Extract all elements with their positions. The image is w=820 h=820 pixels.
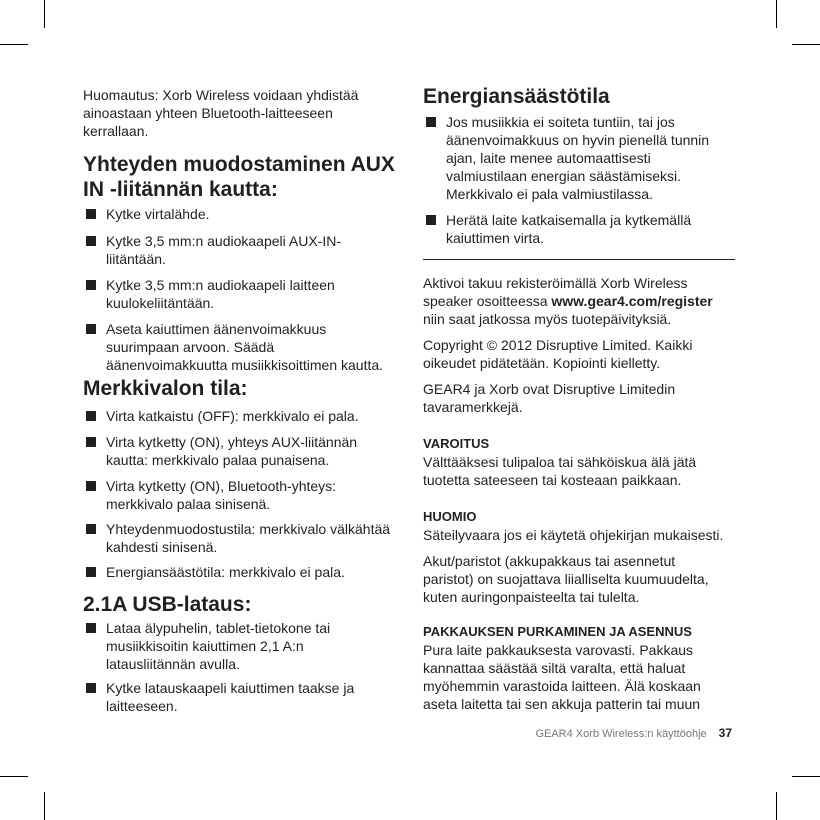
text-line xyxy=(423,292,743,310)
aux-heading xyxy=(83,152,395,202)
footer-title: GEAR4 Xorb Wireless:n käyttöohje xyxy=(535,728,707,740)
crop-mark xyxy=(44,792,45,820)
crop-mark xyxy=(0,44,28,45)
page-footer xyxy=(535,726,732,740)
text-line: Huomautus: Xorb Wireless voidaan yhdistää xyxy=(83,87,359,103)
text-line: GEAR4 ja Xorb ovat Disruptive Limitedin xyxy=(423,381,676,397)
text-line: ainoastaan yhteen Bluetooth-laitteeseen xyxy=(83,105,333,121)
text-line: valmiustilaan energian säästämiseksi. xyxy=(446,168,681,184)
text-line: myöhemmin varastoida laitteen. Älä koskaan xyxy=(423,678,701,694)
copyright-paragraph xyxy=(423,336,743,372)
text-line: Akut/paristot (akkupakkaus tai asennetut xyxy=(423,553,676,569)
bullet-icon xyxy=(86,280,96,290)
text-line: kerrallaan. xyxy=(83,123,149,139)
text-line: Aseta kaiuttimen äänenvoimakkuus xyxy=(106,321,327,337)
text-line: tavaramerkkejä. xyxy=(423,399,523,415)
text-line: oikeudet pidätetään. Kopiointi kielletty. xyxy=(423,355,661,371)
text-line: kautta: merkkivalo palaa punaisena. xyxy=(106,452,330,468)
text-line: musiikkisoitin kaiuttimen 2,1 A:n xyxy=(106,638,304,654)
text-line: laitteeseen. xyxy=(106,698,178,714)
energy-heading: Energiansäästötila xyxy=(423,85,610,108)
text-line: liitäntään. xyxy=(106,251,166,267)
text-line: äänenvoimakkuus on hyvin pienellä tunnin xyxy=(446,132,710,148)
text-line: niin saat jatkossa myös tuotepäivityksiä. xyxy=(423,311,672,327)
bullet-icon xyxy=(86,567,96,577)
text-line: Herätä laite katkaisemalla ja kytkemällä xyxy=(446,212,692,228)
bullet-icon xyxy=(86,209,96,219)
text-line: Kytke virtalähde. xyxy=(106,206,210,222)
text-line: Yhteydenmuodostustila: merkkivalo välkähtää xyxy=(106,521,391,537)
text-line: aseta laitetta tai sen akkuja patterin tai muun xyxy=(423,696,701,712)
text-line: kahdesti sinisenä. xyxy=(106,539,218,555)
text-line: tuotetta sateeseen tai kosteaan paikkaan. xyxy=(423,472,682,488)
battery-paragraph xyxy=(423,552,743,606)
warning-title: VAROITUS xyxy=(423,436,490,451)
text-line: Merkkivalo ei pala valmiustilassa. xyxy=(446,186,653,202)
crop-mark xyxy=(776,0,777,28)
text-line: kaiuttimen virta. xyxy=(446,230,545,246)
bullet-icon xyxy=(86,324,96,334)
text-line: suurimpaan arvoon. Säädä xyxy=(106,339,275,355)
usb-heading: 2.1A USB-lataus: xyxy=(83,593,252,616)
text-line: Kytke latauskaapeli kaiuttimen taakse ja xyxy=(106,680,355,696)
text-line: Pura laite pakkauksesta varovasti. Pakkaus xyxy=(423,642,694,658)
text-fragment: speaker osoitteessa xyxy=(423,293,552,309)
text-line: Säteilyvaara jos ei käytetä ohjekirjan mukaisesti. xyxy=(423,527,724,543)
text-line: Virta kytketty (ON), Bluetooth-yhteys: xyxy=(106,478,337,494)
text-line: äänenvoimakkuutta musiikkisoittimen kautta. xyxy=(106,357,384,373)
text-line: Energiansäästötila: merkkivalo ei pala. xyxy=(106,564,345,580)
bluetooth-note xyxy=(83,86,413,140)
text-line: Lataa älypuhelin, tablet-tietokone tai xyxy=(106,620,331,636)
bullet-icon xyxy=(86,437,96,447)
warning-section xyxy=(423,435,743,489)
text-line: ajan, laite menee automaattisesti xyxy=(446,150,651,166)
trademark-paragraph xyxy=(423,380,743,416)
text-line: Copyright © 2012 Disruptive Limited. Kaikki xyxy=(423,337,693,353)
crop-mark xyxy=(776,792,777,820)
crop-mark xyxy=(792,44,820,45)
crop-mark xyxy=(792,776,820,777)
text-line: Jos musiikkia ei soiteta tuntiin, tai jos xyxy=(446,114,675,130)
caution-section xyxy=(423,508,743,544)
text-line: Välttääksesi tulipaloa tai sähköiskua älä jätä xyxy=(423,454,697,470)
text-line: Aktivoi takuu rekisteröimällä Xorb Wireless xyxy=(423,275,688,291)
bullet-icon xyxy=(86,524,96,534)
text-line: kuulokeliitäntään. xyxy=(106,295,215,311)
page-number: 37 xyxy=(718,726,732,740)
bullet-icon xyxy=(86,683,96,693)
text-line: Virta katkaistu (OFF): merkkivalo ei pala. xyxy=(106,408,359,424)
bullet-icon xyxy=(426,215,436,225)
bullet-icon xyxy=(86,411,96,421)
bullet-icon xyxy=(86,481,96,491)
text-line: Virta kytketty (ON), yhteys AUX-liitännän xyxy=(106,434,358,450)
bullet-icon xyxy=(426,117,436,127)
register-url-link[interactable]: www.gear4.com/register xyxy=(551,293,713,309)
unpack-title: PAKKAUKSEN PURKAMINEN JA ASENNUS xyxy=(423,624,692,639)
text-line: latausliitännän avulla. xyxy=(106,656,240,672)
crop-mark xyxy=(44,0,45,28)
text-line: paristot) on suojattava liialliselta kuumuudelta, xyxy=(423,571,709,587)
led-heading: Merkkivalon tila: xyxy=(83,377,248,400)
divider xyxy=(423,259,735,260)
caution-title: HUOMIO xyxy=(423,509,477,524)
text-line: merkkivalo palaa sinisenä. xyxy=(106,496,271,512)
text-line: Kytke 3,5 mm:n audiokaapeli AUX-IN- xyxy=(106,233,341,249)
text-line: kuten auringonpaisteelta tai tulelta. xyxy=(423,589,640,605)
text-line: Kytke 3,5 mm:n audiokaapeli laitteen xyxy=(106,277,335,293)
bullet-icon xyxy=(86,623,96,633)
heading-line: Yhteyden muodostaminen AUX xyxy=(83,153,395,176)
text-line: kannattaa säästää siltä varalta, että haluat xyxy=(423,660,686,676)
bullet-icon xyxy=(86,236,96,246)
heading-line: IN -liitännän kautta: xyxy=(83,178,278,201)
register-paragraph xyxy=(423,274,743,328)
crop-mark xyxy=(0,776,28,777)
unpack-section xyxy=(423,623,743,713)
